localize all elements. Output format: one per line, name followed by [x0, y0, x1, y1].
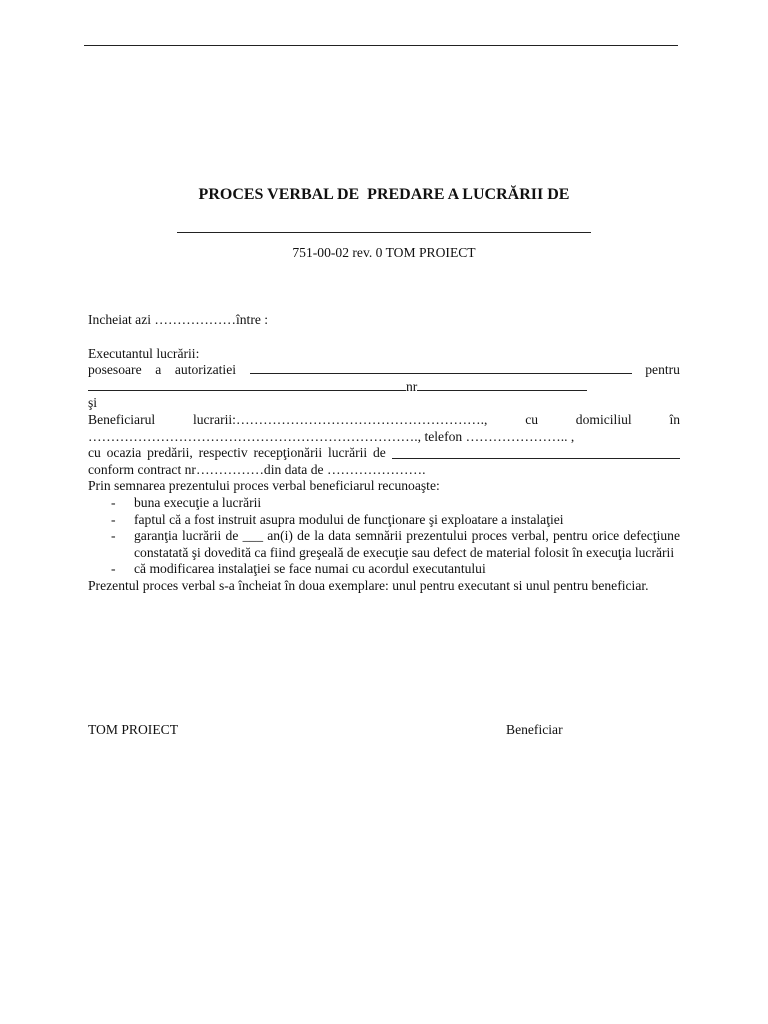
document-title: PROCES VERBAL DE PREDARE A LUCRĂRII DE — [198, 186, 570, 203]
authorization-word-3: autorizatiei — [174, 362, 237, 378]
list-item: - garanţia lucrării de ___ an(i) de la data semnării prezentului proces verbal, pentru orice defecţiune constatată şi dovedită ca fiind greşeală de execuţie sau defect de material folosit în execuţia lucrării — [111, 528, 680, 560]
occasion-text: cu ocazia predării, respectiv recepţionării lucrării de — [88, 445, 386, 461]
beneficiary-word-1: Beneficiarul — [88, 411, 156, 427]
beneficiary-word-2: lucrarii:………………………………………………., — [192, 411, 488, 427]
domicile-line: ………………………………………………………………., telefon ………………….. , — [88, 428, 575, 444]
recognition-intro: Prin semnarea prezentului proces verbal beneficiarul recunoaşte: — [88, 478, 440, 494]
header-rule — [84, 45, 678, 46]
executant-label: Executantul lucrării: — [88, 345, 200, 361]
si-line: şi — [88, 395, 98, 411]
nr-line — [88, 379, 680, 396]
work-description-blank — [392, 447, 680, 459]
beneficiary-signature-label: Beneficiar — [506, 722, 563, 737]
beneficiary-word-5: în — [669, 411, 681, 427]
list-item: - buna execuţie a lucrării — [111, 494, 262, 510]
nr-label: nr — [406, 378, 418, 394]
date-line: Incheiat azi ………………între : — [88, 312, 269, 327]
list-item: - faptul că a fost instruit asupra modului de funcţionare şi exploatare a instalaţiei — [111, 511, 564, 527]
authorization-word-1: posesoare — [88, 362, 142, 378]
beneficiary-line — [88, 412, 680, 429]
authorization-blank — [250, 362, 632, 374]
pentru-word: pentru — [645, 362, 680, 378]
authorization-word-2: a — [155, 362, 162, 378]
closing-paragraph: Prezentul proces verbal s-a încheiat în doua exemplare: unul pentru executant si unul pentru beneficiar. — [88, 577, 649, 593]
title-blank-line — [177, 232, 591, 233]
document-code: 751-00-02 rev. 0 TOM PROIECT — [292, 245, 476, 260]
beneficiary-word-3: cu — [525, 411, 539, 427]
beneficiary-word-4: domiciliul — [575, 411, 632, 427]
occasion-line — [88, 445, 680, 462]
document-body — [88, 312, 680, 595]
list-item: - că modificarea instalaţiei se face numai cu acordul executantului — [111, 561, 486, 577]
authorization-line — [88, 362, 680, 379]
recognition-list — [88, 495, 680, 578]
nr-blank — [417, 379, 587, 391]
executant-name-blank — [88, 379, 406, 391]
executant-signature-label: TOM PROIECT — [88, 722, 179, 737]
contract-line: conform contract nr……………din data de …………………. — [88, 461, 426, 477]
